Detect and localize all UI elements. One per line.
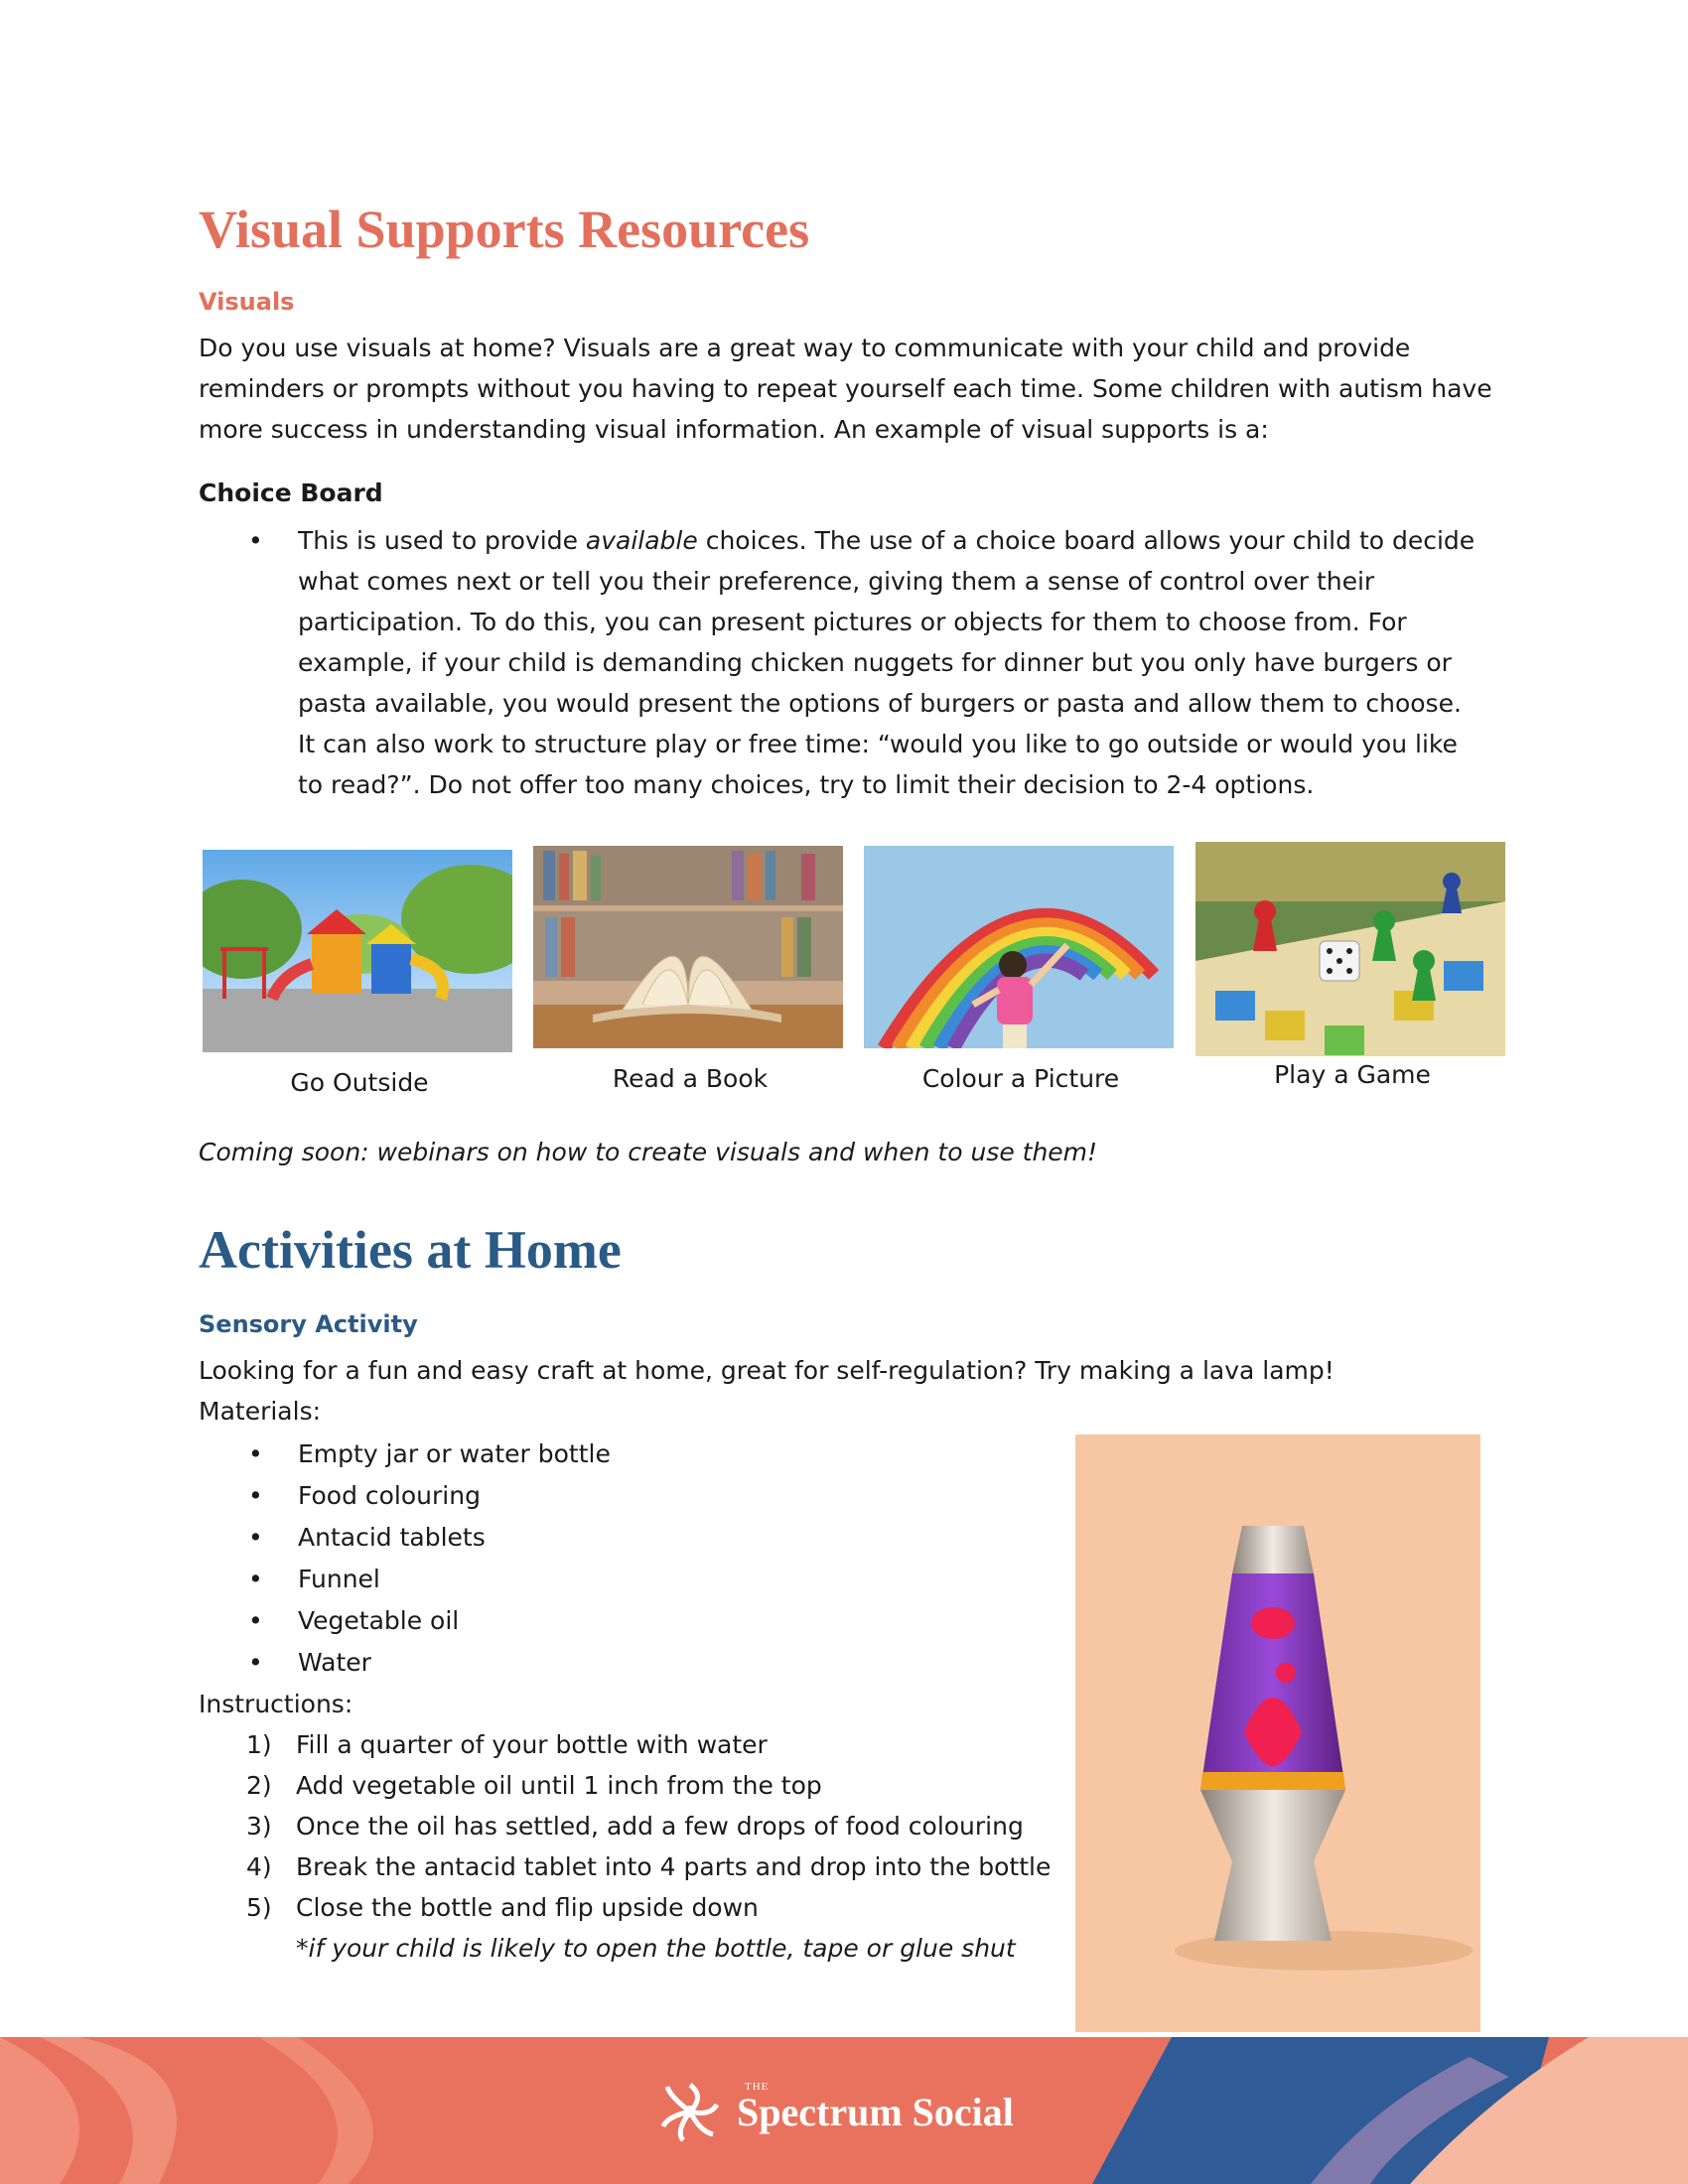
choice-board-bullet [248,520,1479,805]
materials-label: Materials: [199,1397,322,1426]
step-text: Add vegetable oil until 1 inch from the top [296,1771,822,1800]
choice-board-images [199,842,1509,1100]
brand-prefix: THE [745,2081,770,2093]
choice-board-label: Choice Board [199,478,383,507]
step-number: 2) [246,1771,272,1800]
choice-caption: Go Outside [290,1068,429,1097]
choice-play-game [1196,842,1509,1089]
step-text: Once the oil has settled, add a few drops of food colouring [296,1812,1024,1841]
coming-soon-note: Coming soon: webinars on how to create visuals and when to use them! [199,1138,1098,1166]
choice-go-outside [203,850,516,1097]
bullet-marker: • [248,1481,263,1510]
choice-read-book [533,846,847,1093]
book-image [533,846,843,1048]
material-text: Vegetable oil [298,1606,460,1635]
painting-image [864,846,1174,1048]
bullet-text [298,520,1479,805]
choice-colour-picture [864,846,1178,1093]
lava-lamp-image [1075,1434,1480,2032]
step-number: 4) [246,1852,272,1881]
bullet-marker: • [248,1439,263,1468]
list-item [246,1724,1051,1765]
bullet-marker: • [248,1648,263,1677]
playground-image [203,850,512,1052]
material-text: Funnel [298,1565,380,1593]
spiral-logo-icon [655,2077,725,2146]
safety-note: *if your child is likely to open the bottle, tape or glue shut [296,1934,1016,1963]
step-number: 3) [246,1812,272,1841]
list-item [248,1517,611,1559]
list-item [248,1559,611,1600]
bullet-text-start: This is used to provide [298,526,586,555]
choice-caption: Colour a Picture [921,1064,1120,1093]
list-item [248,1642,611,1684]
instructions-list [246,1724,1051,1969]
step-text: Close the bottle and flip upside down [296,1893,759,1922]
materials-list [248,1433,611,1684]
material-text: Empty jar or water bottle [298,1439,611,1468]
section-title-visual-supports: Visual Supports Resources [199,200,810,259]
list-item [246,1806,1051,1846]
section-title-activities: Activities at Home [199,1220,622,1280]
step-number: 1) [246,1730,272,1759]
list-item [246,1765,1051,1806]
material-text: Antacid tablets [298,1523,486,1552]
material-text: Food colouring [298,1481,481,1510]
brand-name: Spectrum Social [737,2089,1014,2134]
bullet-marker: • [248,1523,263,1552]
subheading-visuals: Visuals [199,288,295,316]
subheading-sensory-activity: Sensory Activity [199,1310,418,1338]
list-item [248,1600,611,1642]
bullet-text-rest: choices. The use of a choice board allows your child to decide what comes next or tell you their preference, giving them a sense of control over their participation. To do this, you can present pictures or objects for them to choose from. For example, if your child is demanding chicken nuggets for dinner but you only have burgers or pasta available, you would present the options of burgers or pasta and allow them to choose. It can also work to structure play or free time: “would you like to go outside or would you like to read?”. Do not offer too many choices, try to limit their decision to 2-4 options. [298,526,1476,799]
bullet-marker: • [248,526,263,555]
list-item [246,1887,1051,1928]
choice-caption: Play a Game [1274,1060,1431,1089]
material-text: Water [298,1648,371,1677]
step-text: Break the antacid tablet into 4 parts and drop into the bottle [296,1852,1052,1881]
step-text: Fill a quarter of your bottle with water [296,1730,768,1759]
brand-logo [655,2077,1014,2146]
bullet-text-emphasis: available [585,526,698,555]
list-item [246,1928,1051,1969]
board-game-image [1196,842,1505,1056]
list-item [246,1846,1051,1887]
list-item [248,1475,611,1517]
bullet-marker: • [248,1565,263,1593]
activity-intro: Looking for a fun and easy craft at home, great for self-regulation? Try making a lava lamp! [199,1356,1335,1385]
visuals-intro: Do you use visuals at home? Visuals are a great way to communicate with your child and provide reminders or prompts without you having to repeat yourself each time. Some children with autism have more success in understanding visual information. An example of visual supports is a: [199,334,1492,444]
list-item [248,1433,611,1475]
choice-caption: Read a Book [612,1064,769,1093]
instructions-label: Instructions: [199,1690,353,1718]
step-number: 5) [246,1893,272,1922]
bullet-marker: • [248,1606,263,1635]
footer-banner [0,2037,1688,2184]
